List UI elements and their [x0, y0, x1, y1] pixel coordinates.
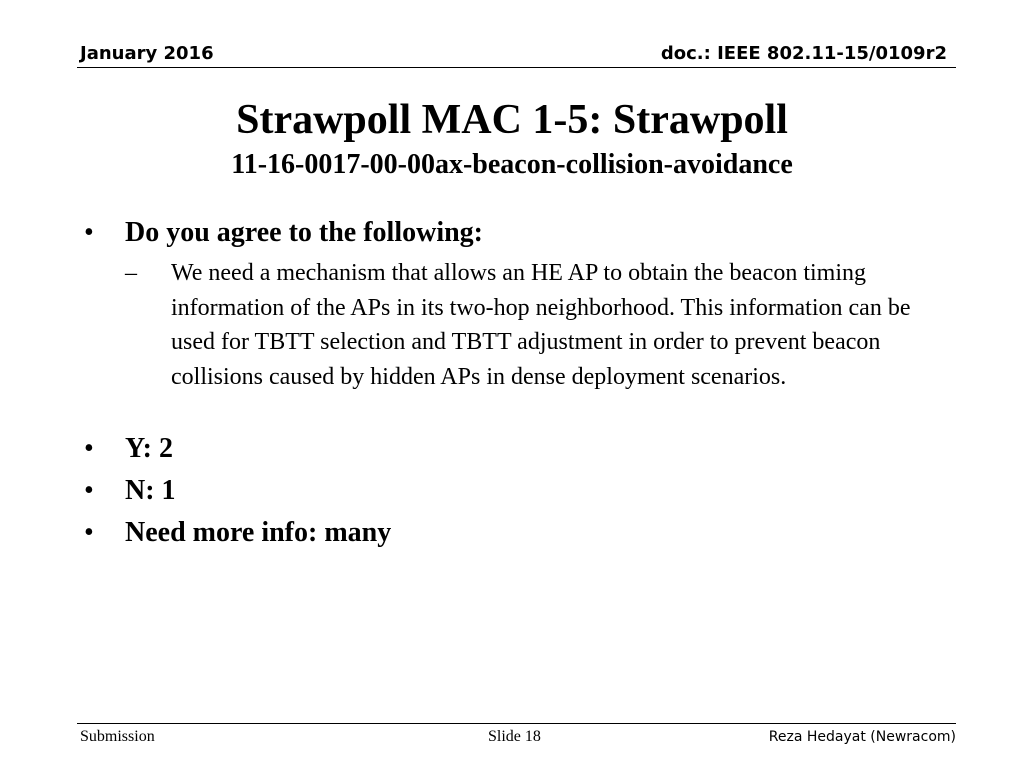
question-text: Do you agree to the following: [125, 217, 483, 248]
header-divider [77, 67, 956, 68]
bullet-no [84, 470, 954, 512]
spacer [84, 394, 954, 428]
header-doc-id: doc.: IEEE 802.11-15/0109r2 [660, 43, 947, 64]
slide-body [84, 212, 954, 554]
dash-icon: – [125, 260, 137, 286]
bullet-yes [84, 428, 954, 470]
bullet-icon: • [84, 475, 94, 506]
slide-subtitle: 11-16-0017-00-00ax-beacon-collision-avoidance [231, 149, 793, 180]
question-detail-text: We need a mechanism that allows an HE AP to obtain the beacon timing information of the APs in its two-hop neighborhood. This information can be used for TBTT selection and TBTT adjustment in order to prevent beacon collisions caused by hidden APs in dense deployment scenarios. [171, 260, 911, 390]
bullet-more-info [84, 512, 954, 554]
header-date: January 2016 [80, 43, 214, 64]
yes-count: Y: 2 [125, 433, 173, 464]
slide-title: Strawpoll MAC 1-5: Strawpoll [236, 97, 788, 143]
footer-submission: Submission [80, 728, 155, 745]
bullet-icon: • [84, 517, 94, 548]
footer-divider [77, 723, 956, 724]
bullet-question [84, 212, 954, 254]
bullet-icon: • [84, 217, 94, 248]
sub-bullet-detail [125, 256, 941, 394]
footer-author: Reza Hedayat (Newracom) [768, 729, 956, 745]
footer-slide-number: Slide 18 [488, 728, 541, 745]
bullet-icon: • [84, 433, 94, 464]
no-count: N: 1 [125, 475, 176, 506]
more-info-count: Need more info: many [125, 517, 392, 548]
